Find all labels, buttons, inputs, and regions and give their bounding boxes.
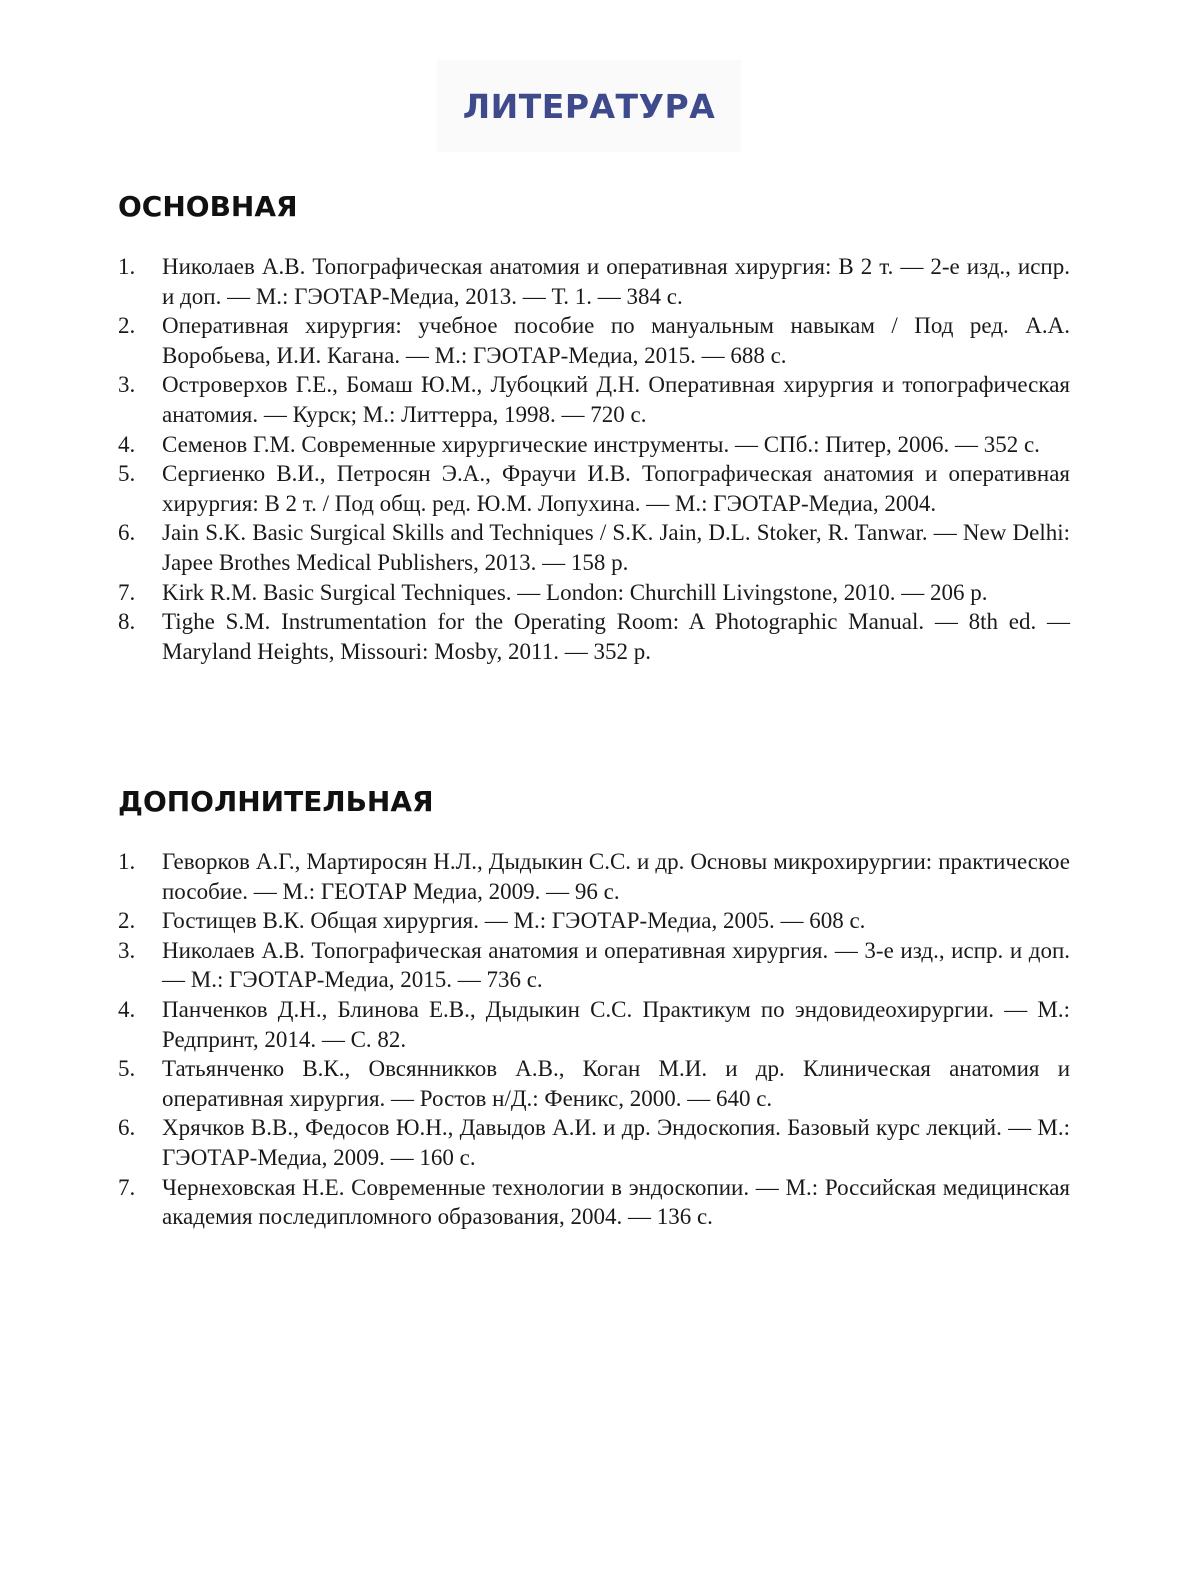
main-reference-list: [118, 252, 1070, 666]
reference-text: Гостищев В.К. Общая хирургия. — М.: ГЭОТАР-Медиа, 2005. — 608 с.: [162, 908, 866, 934]
reference-item: [118, 1173, 1070, 1232]
reference-number: 2.: [118, 908, 136, 934]
reference-text: Геворков А.Г., Мартиросян Н.Л., Дыдыкин С.С. и др. Основы микрохирургии: практическое пособие. — М.: ГЕОТАР Медиа, 2009. — 96 с.: [162, 849, 1070, 904]
reference-text: Татьянченко В.К., Овсянникков А.В., Коган М.И. и др. Клиническая анатомия и оперативная хирургия. — Ростов н/Д.: Феникс, 2000. — 640 с.: [162, 1056, 1070, 1111]
reference-number: 6.: [118, 520, 136, 546]
reference-text: Чернеховская Н.Е. Современные технологии в эндоскопии. — М.: Российская медицинская академия последипломного образования, 2004. — 136 с.: [162, 1174, 1070, 1230]
reference-text: Панченков Д.Н., Блинова Е.В., Дыдыкин С.С. Практикум по эндовидеохирургии. — М.: Редпринт, 2014. — С. 82.: [162, 996, 1070, 1052]
reference-number: 3.: [118, 372, 136, 398]
reference-item: [118, 311, 1070, 370]
page-title: ЛИТЕРАТУРА: [462, 86, 716, 126]
reference-number: 7.: [118, 1174, 136, 1200]
reference-text: Jain S.K. Basic Surgical Skills and Techniques / S.K. Jain, D.L. Stoker, R. Tanwar. — New Delhi: Japee Brothes Medical Publishers, 2013. — 158 p.: [162, 520, 1070, 575]
reference-number: 4.: [118, 996, 136, 1022]
reference-number: 1.: [118, 849, 136, 874]
reference-item: [118, 1054, 1070, 1113]
reference-item: [118, 252, 1070, 311]
reference-number: 5.: [118, 461, 136, 487]
reference-text: Tighe S.M. Instrumentation for the Operating Room: A Photographic Manual. — 8th ed. — Maryland Heights, Missouri: Mosby, 2011. — 352 p.: [162, 609, 1070, 664]
reference-item: [118, 607, 1070, 666]
reference-item: [118, 578, 1070, 608]
reference-number: 5.: [118, 1056, 136, 1082]
section-heading-main: ОСНОВНАЯ: [118, 190, 298, 223]
reference-item: [118, 370, 1070, 429]
reference-item: [118, 459, 1070, 518]
reference-item: [118, 847, 1070, 906]
reference-number: 1.: [118, 254, 136, 279]
reference-item: [118, 1113, 1070, 1172]
reference-text: Оперативная хирургия: учебное пособие по мануальным навыкам / Под ред. А.А. Воробьева, И.И. Кагана. — М.: ГЭОТАР-Медиа, 2015. — 688 с.: [162, 313, 1070, 368]
title-block: [437, 60, 741, 152]
reference-item: [118, 936, 1070, 995]
reference-number: 3.: [118, 937, 136, 963]
reference-number: 7.: [118, 579, 136, 605]
reference-text: Семенов Г.М. Современные хирургические инструменты. — СПб.: Питер, 2006. — 352 с.: [162, 431, 1040, 457]
reference-number: 4.: [118, 431, 136, 457]
reference-number: 2.: [118, 313, 136, 339]
reference-number: 6.: [118, 1115, 136, 1141]
section-heading-additional: ДОПОЛНИТЕЛЬНАЯ: [118, 785, 434, 818]
reference-item: [118, 430, 1070, 460]
reference-text: Николаев А.В. Топографическая анатомия и оперативная хирургия: В 2 т. — 2-е изд., испр. и доп. — М.: ГЭОТАР-Медиа, 2013. — Т. 1. — 384 с.: [162, 254, 1070, 309]
reference-item: [118, 995, 1070, 1054]
reference-text: Сергиенко В.И., Петросян Э.А., Фраучи И.В. Топографическая анатомия и оперативная хирургия: В 2 т. / Под общ. ред. Ю.М. Лопухина. — М.: ГЭОТАР-Медиа, 2004.: [162, 461, 1070, 516]
reference-text: Kirk R.M. Basic Surgical Techniques. — London: Churchill Livingstone, 2010. — 206 p.: [162, 579, 988, 605]
reference-text: Николаев А.В. Топографическая анатомия и оперативная хирургия. — 3-е изд., испр. и доп. — М.: ГЭОТАР-Медиа, 2015. — 736 с.: [162, 937, 1070, 993]
reference-item: [118, 518, 1070, 577]
additional-reference-list: [118, 847, 1070, 1232]
reference-number: 8.: [118, 609, 136, 635]
main-literature-section: [118, 186, 1070, 666]
reference-text: Островерхов Г.Е., Бомаш Ю.М., Лубоцкий Д.Н. Оперативная хирургия и топографическая анатомия. — Курск; М.: Литтерра, 1998. — 720 с.: [162, 372, 1070, 427]
reference-item: [118, 906, 1070, 936]
reference-text: Хрячков В.В., Федосов Ю.Н., Давыдов А.И. и др. Эндоскопия. Базовый курс лекций. — М.: ГЭОТАР-Медиа, 2009. — 160 с.: [162, 1115, 1070, 1170]
additional-literature-section: [118, 781, 1070, 1232]
